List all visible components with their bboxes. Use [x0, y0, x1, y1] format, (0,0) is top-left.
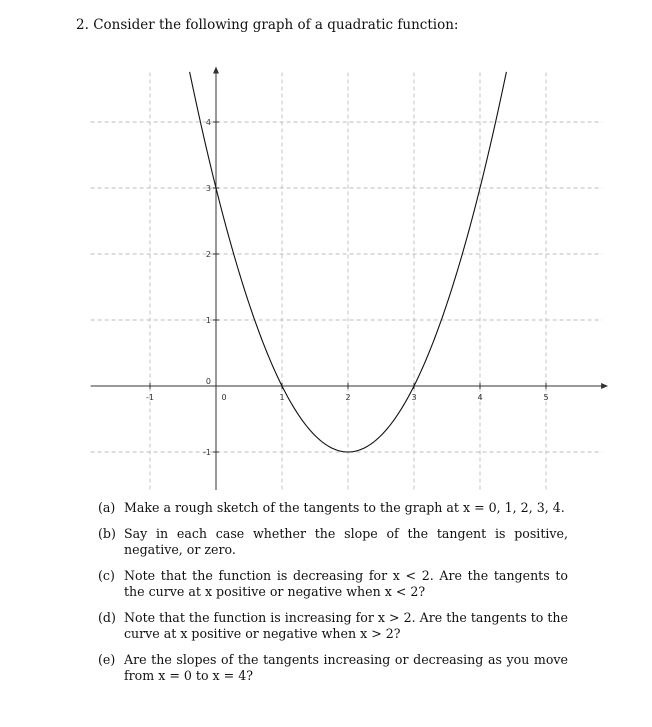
x-tick-label: 2: [345, 393, 351, 402]
x-axis-arrow: [601, 383, 608, 389]
question-parts: [98, 500, 568, 694]
part-text: Note that the function is increasing for x > 2. Are the tangents to the curve at x positive or negative when x > 2?: [124, 610, 568, 641]
x-tick-label: -1: [146, 393, 154, 402]
part-e: [98, 652, 568, 684]
y-tick-label: 2: [205, 250, 211, 259]
part-d: [98, 610, 568, 642]
question-number: 2.: [76, 17, 89, 33]
question-text: Consider the following graph of a quadratic function:: [93, 17, 459, 33]
part-c: [98, 568, 568, 600]
part-a: [98, 500, 568, 516]
part-label: (b): [98, 526, 116, 541]
axes: [91, 67, 609, 491]
x-tick-label: 5: [543, 393, 549, 402]
y-tick-label: -1: [203, 448, 211, 457]
x-tick-label: 1: [279, 393, 285, 402]
x-tick-label: 0: [221, 393, 227, 402]
part-text: Note that the function is decreasing for x < 2. Are the tangents to the curve at x positive or negative when x < 2?: [124, 568, 568, 599]
grid: [91, 73, 602, 491]
part-text: Say in each case whether the slope of the tangent is positive, negative, or zero.: [124, 526, 568, 557]
y-axis-arrow: [213, 67, 219, 74]
y-tick-label: 1: [205, 316, 211, 325]
x-tick-label: 4: [477, 393, 483, 402]
part-label: (e): [98, 652, 116, 667]
y-tick-label: 4: [205, 118, 211, 127]
part-text: Make a rough sketch of the tangents to the graph at x = 0, 1, 2, 3, 4.: [124, 500, 565, 515]
x-tick-label: 3: [411, 393, 417, 402]
part-text: Are the slopes of the tangents increasing or decreasing as you move from x = 0 to x = 4?: [124, 652, 568, 683]
tick-labels: [146, 118, 549, 457]
y-tick-label: 3: [205, 184, 211, 193]
y-tick-label: 0: [205, 377, 211, 386]
part-label: (a): [98, 500, 116, 515]
part-b: [98, 526, 568, 558]
part-label: (d): [98, 610, 116, 625]
part-label: (c): [98, 568, 115, 583]
